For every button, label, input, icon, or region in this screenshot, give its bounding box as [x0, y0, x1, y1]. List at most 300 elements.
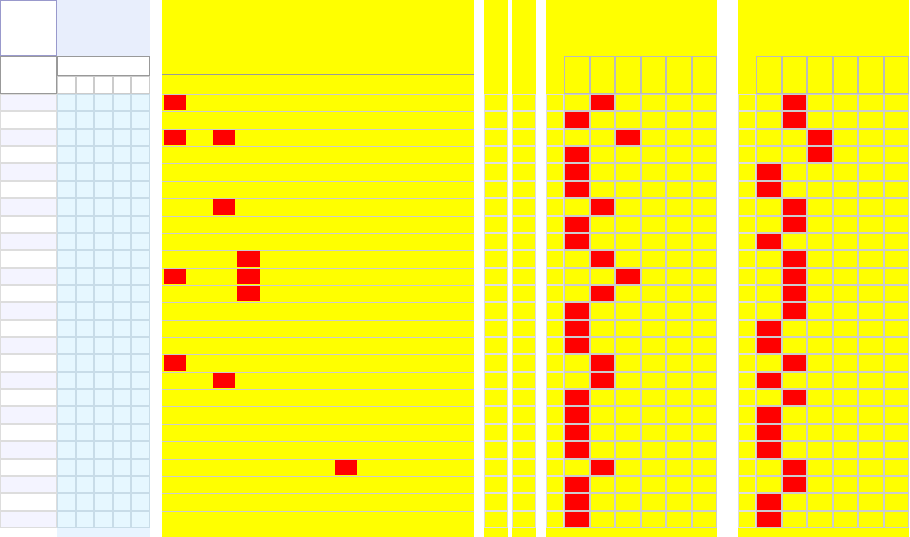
- count-cell: [738, 233, 756, 250]
- bucket-cell: [615, 94, 641, 111]
- draw-number: [131, 216, 150, 233]
- draw-number: [94, 372, 113, 389]
- bucket-cell: [807, 250, 833, 267]
- layer-number: [164, 442, 186, 457]
- layer-number: [164, 112, 186, 127]
- layer-number: [213, 338, 235, 353]
- bucket-cell: [615, 511, 641, 528]
- footer-note: [57, 528, 150, 537]
- bucket-cell: [615, 233, 641, 250]
- count-cell: [546, 163, 564, 180]
- bucket-cell: [615, 476, 641, 493]
- draw-number: [57, 198, 76, 215]
- bucket-cell: [641, 493, 667, 510]
- active-bucket: [756, 441, 782, 458]
- period-cell: [0, 424, 57, 441]
- bucket-cell: [858, 389, 884, 406]
- bucket-cell: [666, 406, 692, 423]
- draw-number: [131, 424, 150, 441]
- draw-number: [113, 493, 132, 510]
- active-bucket: [756, 320, 782, 337]
- active-bucket: [564, 163, 590, 180]
- layer-number: [310, 95, 332, 110]
- count-cell: [738, 459, 756, 476]
- bucket-cell: [884, 181, 910, 198]
- bucket-cell: [590, 320, 616, 337]
- layer-number: [213, 286, 235, 301]
- bucket-cell: [615, 459, 641, 476]
- layer-number: [237, 303, 259, 318]
- count-cell: [484, 250, 508, 267]
- count-cell: [512, 424, 536, 441]
- bucket-cell: [807, 476, 833, 493]
- count-cell: [512, 233, 536, 250]
- bucket-cell: [884, 250, 910, 267]
- count-cell: [484, 354, 508, 371]
- count-cell: [546, 233, 564, 250]
- bucket-cell: [692, 320, 718, 337]
- draw-number: [113, 459, 132, 476]
- draw-number: [57, 493, 76, 510]
- count-cell: [738, 424, 756, 441]
- layer-number: [213, 390, 235, 405]
- count-cell: [738, 441, 756, 458]
- active-bucket: [756, 337, 782, 354]
- count-cell: [484, 406, 508, 423]
- draw-number: [76, 302, 95, 319]
- bucket-cell: [807, 406, 833, 423]
- layer-number: [164, 199, 186, 214]
- bucket-cell: [615, 354, 641, 371]
- bucket-cell: [884, 268, 910, 285]
- bucket-cell: [858, 320, 884, 337]
- bucket-cell: [590, 441, 616, 458]
- bucket-header: [782, 56, 808, 94]
- active-bucket: [782, 459, 808, 476]
- bucket-cell: [807, 320, 833, 337]
- count-cell: [512, 320, 536, 337]
- draw-number: [113, 163, 132, 180]
- bucket-cell: [692, 181, 718, 198]
- period-cell: [0, 233, 57, 250]
- hit-number: [164, 130, 186, 145]
- bucket-header: [564, 56, 590, 94]
- layer-number: [286, 442, 308, 457]
- bucket-cell: [666, 302, 692, 319]
- layer-number: [213, 529, 235, 536]
- bucket-cell: [692, 424, 718, 441]
- bucket-cell: [590, 302, 616, 319]
- draw-number: [113, 424, 132, 441]
- layer-number: [237, 373, 259, 388]
- bucket-cell: [858, 94, 884, 111]
- bucket-cell: [692, 111, 718, 128]
- layer-number: [164, 390, 186, 405]
- bucket-cell: [641, 268, 667, 285]
- bucket-cell: [833, 302, 859, 319]
- layer-number: [188, 269, 210, 284]
- count-cell: [546, 320, 564, 337]
- bucket-cell: [692, 129, 718, 146]
- bucket-cell: [858, 129, 884, 146]
- draw-number: [94, 406, 113, 423]
- layer-number: [188, 494, 210, 509]
- count-cell: [738, 198, 756, 215]
- layer-number: [237, 425, 259, 440]
- count-cell: [484, 493, 508, 510]
- bucket-cell: [641, 233, 667, 250]
- bucket-cell: [833, 285, 859, 302]
- period-cell: [0, 146, 57, 163]
- bucket-cell: [615, 181, 641, 198]
- period-cell: [0, 493, 57, 510]
- bucket-cell: [590, 337, 616, 354]
- layer-number: [213, 112, 235, 127]
- bucket-cell: [692, 285, 718, 302]
- bucket-cell: [833, 216, 859, 233]
- draw-number: [76, 285, 95, 302]
- bucket-cell: [833, 424, 859, 441]
- active-bucket: [807, 146, 833, 163]
- bucket-cell: [615, 372, 641, 389]
- count-cell: [546, 129, 564, 146]
- layer-number: [213, 164, 235, 179]
- draw-number: [76, 320, 95, 337]
- bucket-cell: [858, 181, 884, 198]
- draw-number: [113, 146, 132, 163]
- layer-number: [164, 477, 186, 492]
- draw-header: [57, 56, 150, 76]
- bucket-cell: [807, 337, 833, 354]
- bucket-cell: [615, 163, 641, 180]
- layer-number: [310, 130, 332, 145]
- bucket-cell: [884, 372, 910, 389]
- active-bucket: [807, 129, 833, 146]
- bucket-cell: [590, 181, 616, 198]
- layer-number: [213, 321, 235, 336]
- bucket-cell: [615, 216, 641, 233]
- draw-number: [76, 354, 95, 371]
- active-bucket: [756, 372, 782, 389]
- active-bucket: [564, 216, 590, 233]
- bucket-header: [833, 56, 859, 94]
- draw-number: [76, 129, 95, 146]
- layer-number: [164, 529, 186, 536]
- active-bucket: [782, 250, 808, 267]
- bucket-cell: [641, 302, 667, 319]
- bucket-cell: [807, 441, 833, 458]
- count-cell: [512, 146, 536, 163]
- layer-number: [262, 199, 284, 214]
- bucket-cell: [590, 493, 616, 510]
- bucket-cell: [807, 424, 833, 441]
- draw-number: [57, 459, 76, 476]
- draw-number: [76, 111, 95, 128]
- draw-number: [76, 511, 95, 528]
- draw-number: [131, 320, 150, 337]
- active-bucket: [782, 476, 808, 493]
- bucket-cell: [641, 285, 667, 302]
- count-cell: [546, 337, 564, 354]
- bucket-cell: [807, 511, 833, 528]
- bucket-cell: [641, 198, 667, 215]
- bucket-cell: [615, 441, 641, 458]
- bucket-cell: [884, 476, 910, 493]
- period-cell: [0, 372, 57, 389]
- bucket-cell: [692, 354, 718, 371]
- layer-number: [188, 95, 210, 110]
- count-cell: [512, 129, 536, 146]
- bucket-cell: [833, 459, 859, 476]
- bucket-cell: [756, 268, 782, 285]
- bucket-cell: [756, 250, 782, 267]
- draw-number: [76, 216, 95, 233]
- period-cell: [0, 302, 57, 319]
- draw-number: [131, 233, 150, 250]
- bucket-header: [641, 56, 667, 94]
- draw-number: [57, 441, 76, 458]
- draw-number: [131, 129, 150, 146]
- draw-number: [131, 94, 150, 111]
- bucket-cell: [641, 389, 667, 406]
- bucket-cell: [666, 441, 692, 458]
- bucket-cell: [615, 337, 641, 354]
- layer-number: [237, 95, 259, 110]
- draw-number: [94, 441, 113, 458]
- bucket-cell: [641, 129, 667, 146]
- draw-number: [57, 250, 76, 267]
- period-cell: [0, 250, 57, 267]
- count-cell: [512, 198, 536, 215]
- bucket-cell: [807, 198, 833, 215]
- draw-number: [76, 424, 95, 441]
- count-cell: [546, 459, 564, 476]
- bucket-cell: [615, 146, 641, 163]
- bucket-cell: [858, 406, 884, 423]
- bucket-cell: [884, 146, 910, 163]
- bucket-cell: [858, 424, 884, 441]
- layer-number: [188, 442, 210, 457]
- layer-number: [188, 251, 210, 266]
- layer-number: [262, 147, 284, 162]
- draw-number: [76, 268, 95, 285]
- bucket-cell: [641, 424, 667, 441]
- draw-number: [131, 302, 150, 319]
- hit-number: [213, 130, 235, 145]
- draw-number: [94, 285, 113, 302]
- bucket-cell: [615, 406, 641, 423]
- bucket-cell: [666, 94, 692, 111]
- bucket-cell: [692, 441, 718, 458]
- hit-number: [164, 269, 186, 284]
- bucket-cell: [590, 129, 616, 146]
- draw-number: [94, 129, 113, 146]
- active-bucket: [590, 198, 616, 215]
- bucket-cell: [756, 216, 782, 233]
- count-cell: [738, 372, 756, 389]
- count-cell: [512, 354, 536, 371]
- bucket-cell: [807, 233, 833, 250]
- count-cell: [484, 337, 508, 354]
- bucket-cell: [782, 320, 808, 337]
- count-cell: [484, 459, 508, 476]
- bucket-cell: [666, 389, 692, 406]
- layer-number: [237, 477, 259, 492]
- period-cell: [0, 320, 57, 337]
- count-cell: [512, 111, 536, 128]
- layer-number: [237, 234, 259, 249]
- active-bucket: [590, 459, 616, 476]
- bucket-cell: [692, 476, 718, 493]
- draw-number: [76, 493, 95, 510]
- bucket-header: [692, 56, 718, 94]
- layer-number: [310, 373, 332, 388]
- bucket-cell: [641, 372, 667, 389]
- bucket-cell: [590, 476, 616, 493]
- count-cell: [512, 181, 536, 198]
- bucket-cell: [564, 198, 590, 215]
- count-cell: [738, 406, 756, 423]
- draw-number: [113, 441, 132, 458]
- bucket-cell: [666, 111, 692, 128]
- bucket-cell: [884, 424, 910, 441]
- bucket-cell: [833, 511, 859, 528]
- bucket-cell: [590, 163, 616, 180]
- count-cell: [484, 129, 508, 146]
- count-cell: [484, 528, 508, 537]
- bucket-cell: [858, 372, 884, 389]
- hit-number: [237, 269, 259, 284]
- active-bucket: [756, 233, 782, 250]
- bucket-cell: [884, 459, 910, 476]
- draw-number: [76, 94, 95, 111]
- count-cell: [484, 146, 508, 163]
- active-bucket: [615, 129, 641, 146]
- draw-number: [94, 216, 113, 233]
- active-bucket: [590, 354, 616, 371]
- bucket-cell: [833, 94, 859, 111]
- layer-number: [213, 460, 235, 475]
- bucket-cell: [590, 389, 616, 406]
- active-bucket: [782, 354, 808, 371]
- bucket-cell: [666, 216, 692, 233]
- layer-number: [164, 286, 186, 301]
- active-bucket: [564, 181, 590, 198]
- bucket-cell: [858, 163, 884, 180]
- app-title: [59, 2, 148, 34]
- layer-number: [237, 529, 259, 536]
- draw-number: [131, 372, 150, 389]
- bucket-cell: [807, 372, 833, 389]
- bucket-cell: [884, 354, 910, 371]
- draw-number: [57, 216, 76, 233]
- count-cell: [484, 302, 508, 319]
- bucket-cell: [858, 146, 884, 163]
- bucket-cell: [641, 511, 667, 528]
- layer-number: [188, 425, 210, 440]
- count-cell: [484, 476, 508, 493]
- hit-number: [213, 199, 235, 214]
- draw-number: [76, 389, 95, 406]
- draw-number: [57, 181, 76, 198]
- period-cell: [0, 476, 57, 493]
- draw-number: [76, 337, 95, 354]
- bucket-cell: [666, 372, 692, 389]
- bucket-cell: [641, 216, 667, 233]
- draw-number: [113, 94, 132, 111]
- draw-number: [113, 389, 132, 406]
- hit-number: [213, 373, 235, 388]
- bucket-cell: [858, 441, 884, 458]
- active-bucket: [782, 268, 808, 285]
- layer-number: [188, 147, 210, 162]
- bucket-cell: [756, 476, 782, 493]
- bucket-cell: [884, 389, 910, 406]
- layer-number: [213, 494, 235, 509]
- layer-number: [262, 529, 284, 536]
- layer-number: [188, 182, 210, 197]
- bucket-cell: [807, 181, 833, 198]
- dist-last-row: [546, 528, 717, 537]
- layer-number: [213, 251, 235, 266]
- layer-number: [213, 477, 235, 492]
- draw-number: [131, 493, 150, 510]
- count-cell: [512, 372, 536, 389]
- period-cell: [0, 198, 57, 215]
- bucket-cell: [590, 268, 616, 285]
- bucket-cell: [858, 459, 884, 476]
- active-bucket: [564, 302, 590, 319]
- layer-number: [164, 407, 186, 422]
- bucket-cell: [692, 216, 718, 233]
- draw-number: [76, 476, 95, 493]
- separator: [474, 0, 482, 537]
- bucket-cell: [807, 354, 833, 371]
- draw-number: [131, 459, 150, 476]
- layer-number: [164, 338, 186, 353]
- draw-number: [131, 285, 150, 302]
- layer-number: [213, 303, 235, 318]
- layer-number: [286, 269, 308, 284]
- bucket-cell: [858, 302, 884, 319]
- draw-number: [113, 476, 132, 493]
- layer-number: [286, 529, 308, 536]
- bucket-cell: [692, 268, 718, 285]
- bucket-cell: [858, 233, 884, 250]
- bucket-cell: [782, 441, 808, 458]
- bucket-cell: [884, 198, 910, 215]
- bucket-cell: [641, 320, 667, 337]
- bucket-cell: [666, 285, 692, 302]
- count-cell: [484, 320, 508, 337]
- bucket-cell: [833, 163, 859, 180]
- bucket-cell: [782, 233, 808, 250]
- count-cell: [546, 406, 564, 423]
- draw-number: [94, 493, 113, 510]
- draw-number: [57, 354, 76, 371]
- bucket-cell: [858, 111, 884, 128]
- draw-sub-header: [131, 76, 150, 94]
- bucket-cell: [756, 146, 782, 163]
- bucket-cell: [666, 233, 692, 250]
- count-cell: [484, 268, 508, 285]
- count-cell: [546, 354, 564, 371]
- layer-number: [213, 442, 235, 457]
- count-cell: [512, 268, 536, 285]
- draw-number: [57, 146, 76, 163]
- bucket-cell: [858, 493, 884, 510]
- count-cell: [484, 511, 508, 528]
